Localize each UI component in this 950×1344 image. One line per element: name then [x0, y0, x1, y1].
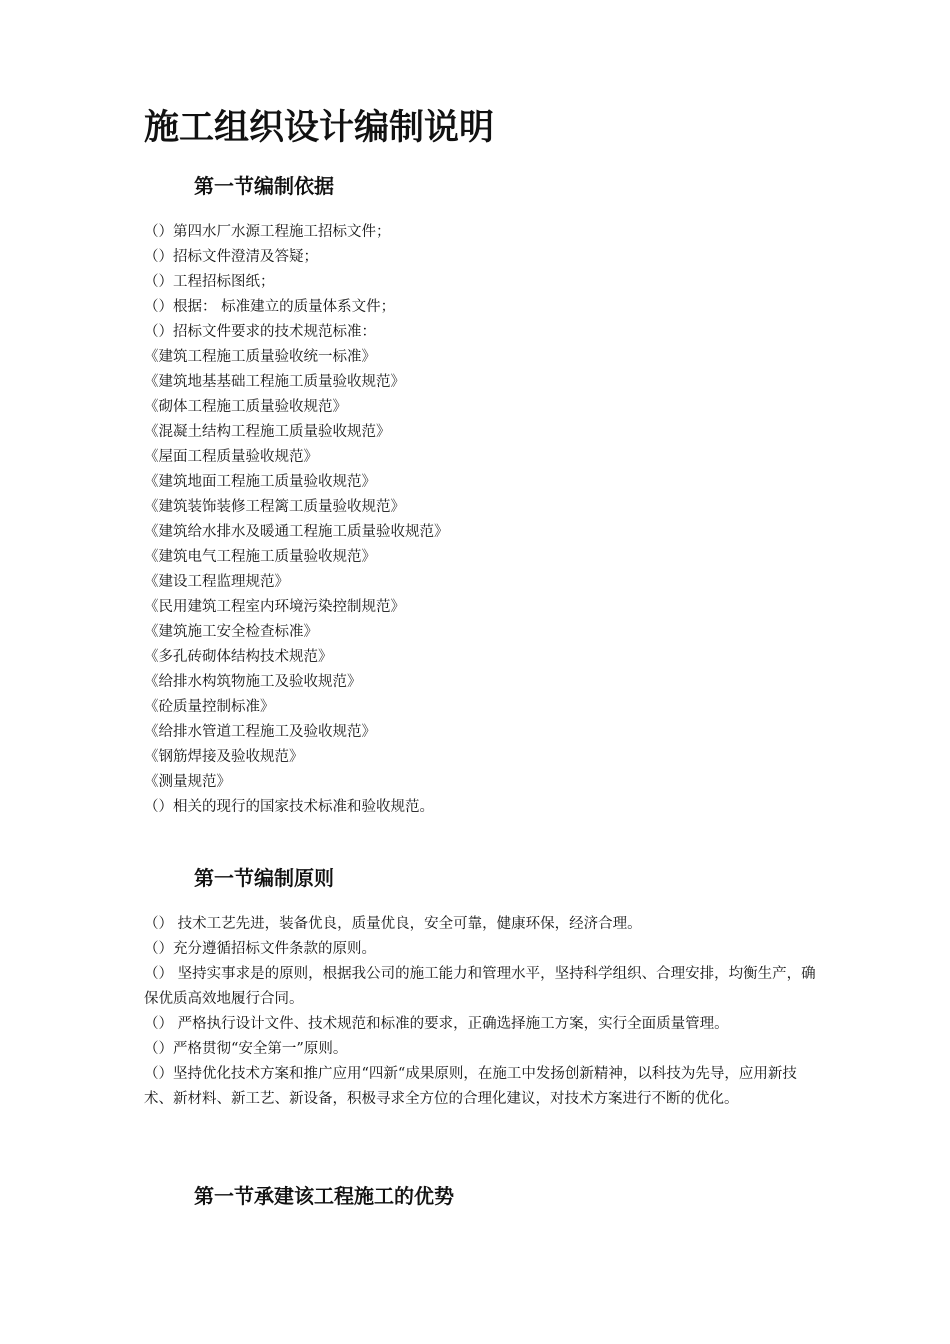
list-item: 《给排水管道工程施工及验收规范》 [144, 724, 376, 740]
list-item: 《屋面工程质量验收规范》 [144, 449, 318, 465]
list-item: 《钢筋焊接及验收规范》 [144, 749, 304, 765]
list-item: （）根据： 标准建立的质量体系文件； [144, 299, 396, 315]
list-item: （）严格贯彻“安全第一”原则。 [144, 1041, 348, 1057]
list-item: 《多孔砖砌体结构技术规范》 [144, 649, 333, 665]
list-item: 《砼质量控制标准》 [144, 699, 275, 715]
list-item: 《砌体工程施工质量验收规范》 [144, 399, 347, 415]
document-title: 施工组织设计编制说明 [144, 108, 495, 148]
list-item: （） 坚持实事求是的原则，根据我公司的施工能力和管理水平，坚持科学组织、合理安排，均衡生产，确保优质高效地履行合同。 [144, 966, 816, 1007]
list-item: 《混凝土结构工程施工质量验收规范》 [144, 424, 391, 440]
list-item: 《建筑装饰装修工程篱工质量验收规范》 [144, 499, 405, 515]
principles-list [144, 912, 824, 1112]
list-item: （）招标文件澄清及答疑； [144, 249, 318, 265]
section-heading-advantages: 第一节承建该工程施工的优势 [194, 1184, 454, 1208]
list-item: 《建筑地面工程施工质量验收规范》 [144, 474, 376, 490]
list-item: 《建筑给水排水及暖通工程施工质量验收规范》 [144, 524, 449, 540]
list-item: 《建筑电气工程施工质量验收规范》 [144, 549, 376, 565]
list-item: （） 技术工艺先进，装备优良，质量优良，安全可靠，健康环保，经济合理。 [144, 916, 642, 932]
section-heading-basis: 第一节编制依据 [194, 174, 334, 198]
list-item: 《建设工程监理规范》 [144, 574, 289, 590]
list-item: 《建筑工程施工质量验收统一标准》 [144, 349, 376, 365]
list-item: （）第四水厂水源工程施工招标文件； [144, 224, 391, 240]
list-item: （）坚持优化技术方案和推广应用“四新“成果原则，在施工中发扬创新精神，以科技为先导，应用新技术、新材料、新工艺、新设备，积极寻求全方位的合理化建议，对技术方案进行不断的优化。 [144, 1066, 797, 1107]
list-item: 《建筑施工安全检查标准》 [144, 624, 318, 640]
list-item: （）工程招标图纸； [144, 274, 275, 290]
list-item: 《测量规范》 [144, 774, 231, 790]
list-item: （）相关的现行的国家技术标准和验收规范。 [144, 799, 434, 815]
list-item: （）充分遵循招标文件条款的原则。 [144, 941, 376, 957]
list-item: 《给排水构筑物施工及验收规范》 [144, 674, 362, 690]
basis-list [144, 220, 820, 820]
list-item: 《民用建筑工程室内环境污染控制规范》 [144, 599, 405, 615]
section-heading-principles: 第一节编制原则 [194, 866, 334, 890]
list-item: （） 严格执行设计文件、技术规范和标准的要求，正确选择施工方案，实行全面质量管理。 [144, 1016, 729, 1032]
list-item: （）招标文件要求的技术规范标准： [144, 324, 376, 340]
list-item: 《建筑地基基础工程施工质量验收规范》 [144, 374, 405, 390]
